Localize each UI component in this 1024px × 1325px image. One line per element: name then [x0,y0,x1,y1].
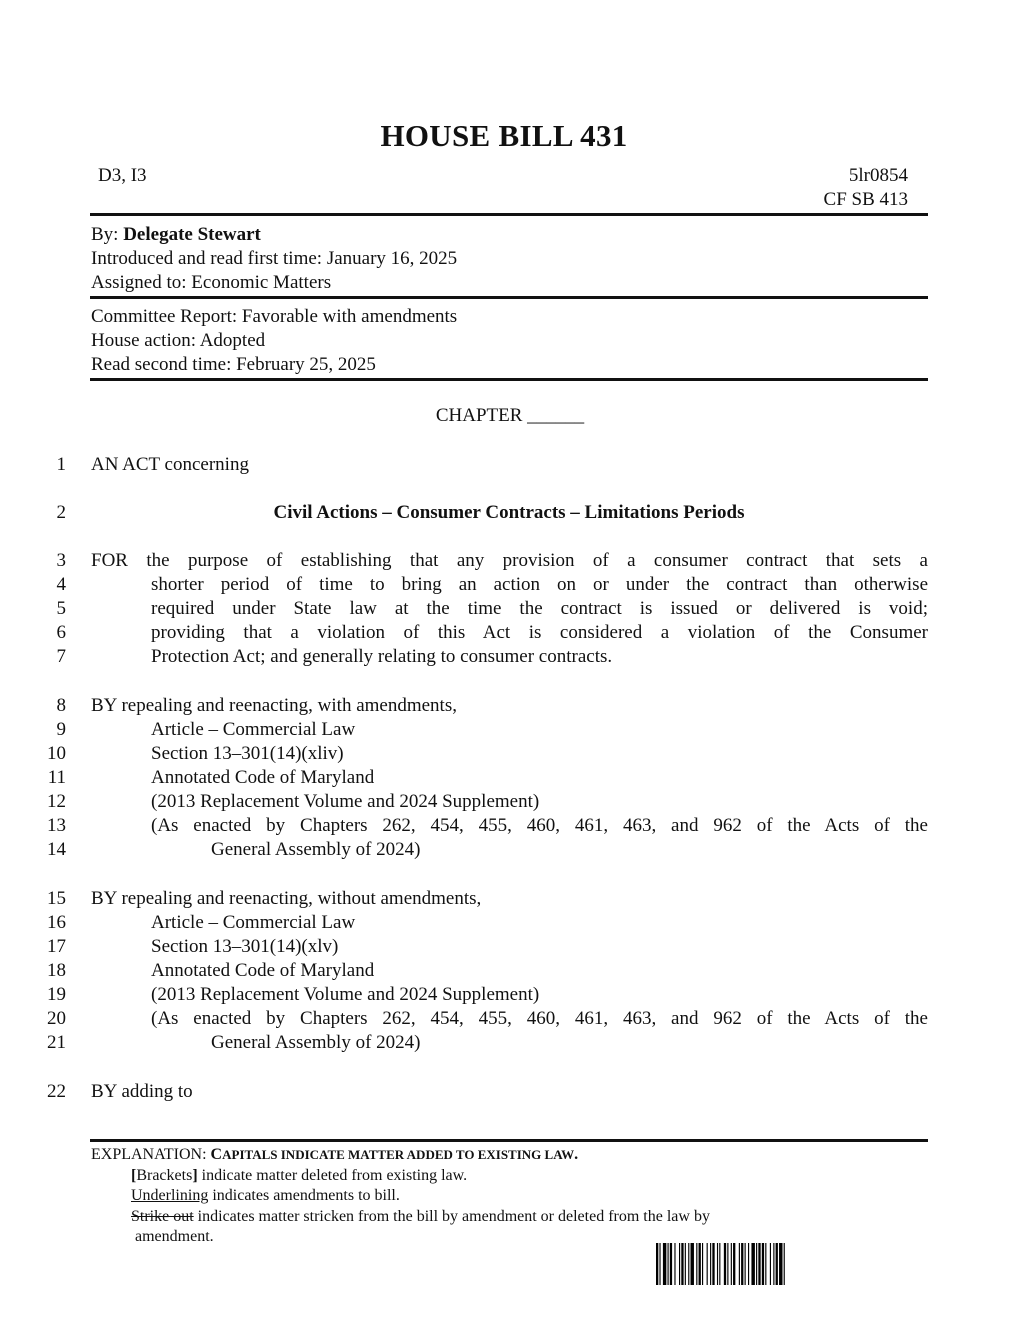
underlining-description: indicates amendments to bill. [208,1187,400,1204]
line-number: 6 [56,622,66,643]
barcode-bar [710,1243,711,1285]
barcode-bar [670,1243,672,1285]
line-number: 21 [47,1032,66,1053]
barcode-bar [688,1243,689,1285]
caps-period: . [574,1146,579,1163]
barcode-bar [663,1243,666,1285]
purpose-line: Protection Act; and generally relating to consumer contracts. [151,646,613,667]
line-number: 22 [47,1081,66,1102]
barcode-bar [773,1243,774,1285]
purpose-line: providing that a violation of this Act is considered a violation of the Consumer [151,622,928,643]
section2-enacted-cont: General Assembly of 2024) [211,1032,421,1053]
explanation-strikeout-cont: amendment. [135,1228,214,1245]
assigned-line: Assigned to: Economic Matters [91,272,332,293]
line-number: 19 [47,984,66,1005]
barcode-bar [691,1243,694,1285]
line-number: 8 [56,695,66,716]
bracket-open: [ [131,1167,137,1184]
brackets-word: Brackets [136,1167,193,1184]
barcode-bar [685,1243,686,1285]
section1-heading: BY repealing and reenacting, with amendments, [91,695,457,716]
section2-section: Section 13–301(14)(xlv) [151,936,339,957]
barcode-bar [674,1243,675,1285]
section2-code: Annotated Code of Maryland [151,960,375,981]
divider-bottom [90,378,928,381]
explanation-underlining [131,1186,400,1206]
section1-code: Annotated Code of Maryland [151,767,375,788]
act-title: Civil Actions – Consumer Contracts – Limitations Periods [273,502,745,523]
barcode-bar [696,1243,697,1285]
line-number: 17 [47,936,66,957]
line-number: 1 [56,454,66,475]
strikeout-word: Strike out [131,1208,194,1225]
line-number: 15 [47,888,66,909]
line-number: 13 [47,815,66,836]
caps-first-letter: C [210,1146,223,1163]
barcode-bar [756,1243,757,1285]
line-number: 3 [56,550,66,571]
barcode-bar [758,1243,760,1285]
barcode-bar [668,1243,669,1285]
committee-report: Committee Report: Favorable with amendments [91,306,458,327]
bracket-close: ] [192,1167,198,1184]
document-number: 5lr0854 [848,165,908,186]
barcode-bar [733,1243,735,1285]
barcode-bar [748,1243,749,1285]
bill-title: HOUSE BILL 431 [380,118,628,153]
purpose-line: shorter period of time to bring an action on or under the contract than otherwise [151,574,928,595]
second-reading: Read second time: February 25, 2025 [91,354,376,375]
section2-article: Article – Commercial Law [151,912,356,933]
barcode-bar [659,1243,660,1285]
barcode-bar [679,1243,680,1285]
section1-enacted-cont: General Assembly of 2024) [211,839,421,860]
purpose-line: FOR the purpose of establishing that any provision of a consumer contract that sets a [91,550,928,571]
line-number: 16 [47,912,66,933]
divider-middle [90,296,928,299]
line-number: 20 [47,1008,66,1029]
line-number: 14 [47,839,66,860]
barcode-bar [707,1243,708,1285]
underlining-word: Underlining [131,1187,209,1204]
barcode-bar [656,1243,658,1285]
sponsor-name: Delegate Stewart [123,224,261,245]
brackets-description: indicate matter deleted from existing law. [197,1167,468,1184]
divider-top [90,213,928,216]
act-concerning: AN ACT concerning [91,454,249,475]
house-action: House action: Adopted [91,330,266,351]
sponsor-label: By: [91,224,119,245]
line-number: 7 [56,646,66,667]
barcode-bar [762,1243,764,1285]
divider-footer [90,1139,928,1142]
chapter-label: CHAPTER ______ [435,405,585,426]
barcode-bar [702,1243,703,1285]
barcode-bar [779,1243,782,1285]
barcode-bar [712,1243,714,1285]
section2-heading: BY repealing and reenacting, without amendments, [91,888,482,909]
barcode [656,1243,906,1285]
sponsor-line [91,223,261,247]
barcode-bar [745,1243,746,1285]
introduced-line: Introduced and read first time: January 16, 2025 [91,248,458,269]
line-number: 10 [47,743,66,764]
line-number: 4 [56,574,66,595]
explanation-strikeout [131,1207,710,1227]
barcode-bar [724,1243,726,1285]
section1-volume: (2013 Replacement Volume and 2024 Supplement) [151,791,540,812]
barcode-bar [717,1243,718,1285]
barcode-bar [731,1243,732,1285]
barcode-bar [681,1243,683,1285]
barcode-bar [784,1243,785,1285]
caps-description: APITALS INDICATE MATTER ADDED TO EXISTING LAW [222,1147,575,1162]
section1-article: Article – Commercial Law [151,719,356,740]
barcode-bar [765,1243,766,1285]
strikeout-description: indicates matter stricken from the bill by amendment or deleted from the law by [193,1208,710,1225]
barcode-bar [727,1243,728,1285]
barcode-bar [751,1243,754,1285]
barcode-bar [741,1243,743,1285]
line-number: 18 [47,960,66,981]
line-number: 12 [47,791,66,812]
barcode-bar [699,1243,701,1285]
purpose-line: required under State law at the time the contract is issued or delivered is void; [151,598,928,619]
subject-codes: D3, I3 [98,165,147,186]
line-number: 5 [56,598,66,619]
line-number: 11 [47,767,66,788]
section2-volume: (2013 Replacement Volume and 2024 Supplement) [151,984,540,1005]
section2-enacted: (As enacted by Chapters 262, 454, 455, 460, 461, 463, and 962 of the Acts of the [151,1008,928,1029]
explanation-brackets [131,1166,467,1186]
explanation-label: EXPLANATION: [91,1146,211,1163]
by-adding-heading: BY adding to [91,1081,193,1102]
line-number: 9 [56,719,66,740]
barcode-bar [719,1243,720,1285]
section1-section: Section 13–301(14)(xliv) [151,743,344,764]
barcode-bar [739,1243,740,1285]
barcode-bar [776,1243,778,1285]
line-number: 2 [56,502,66,523]
explanation-capitals [91,1145,578,1165]
section1-enacted: (As enacted by Chapters 262, 454, 455, 460, 461, 463, and 962 of the Acts of the [151,815,928,836]
barcode-bar [770,1243,771,1285]
cross-file-number: CF SB 413 [823,189,908,210]
